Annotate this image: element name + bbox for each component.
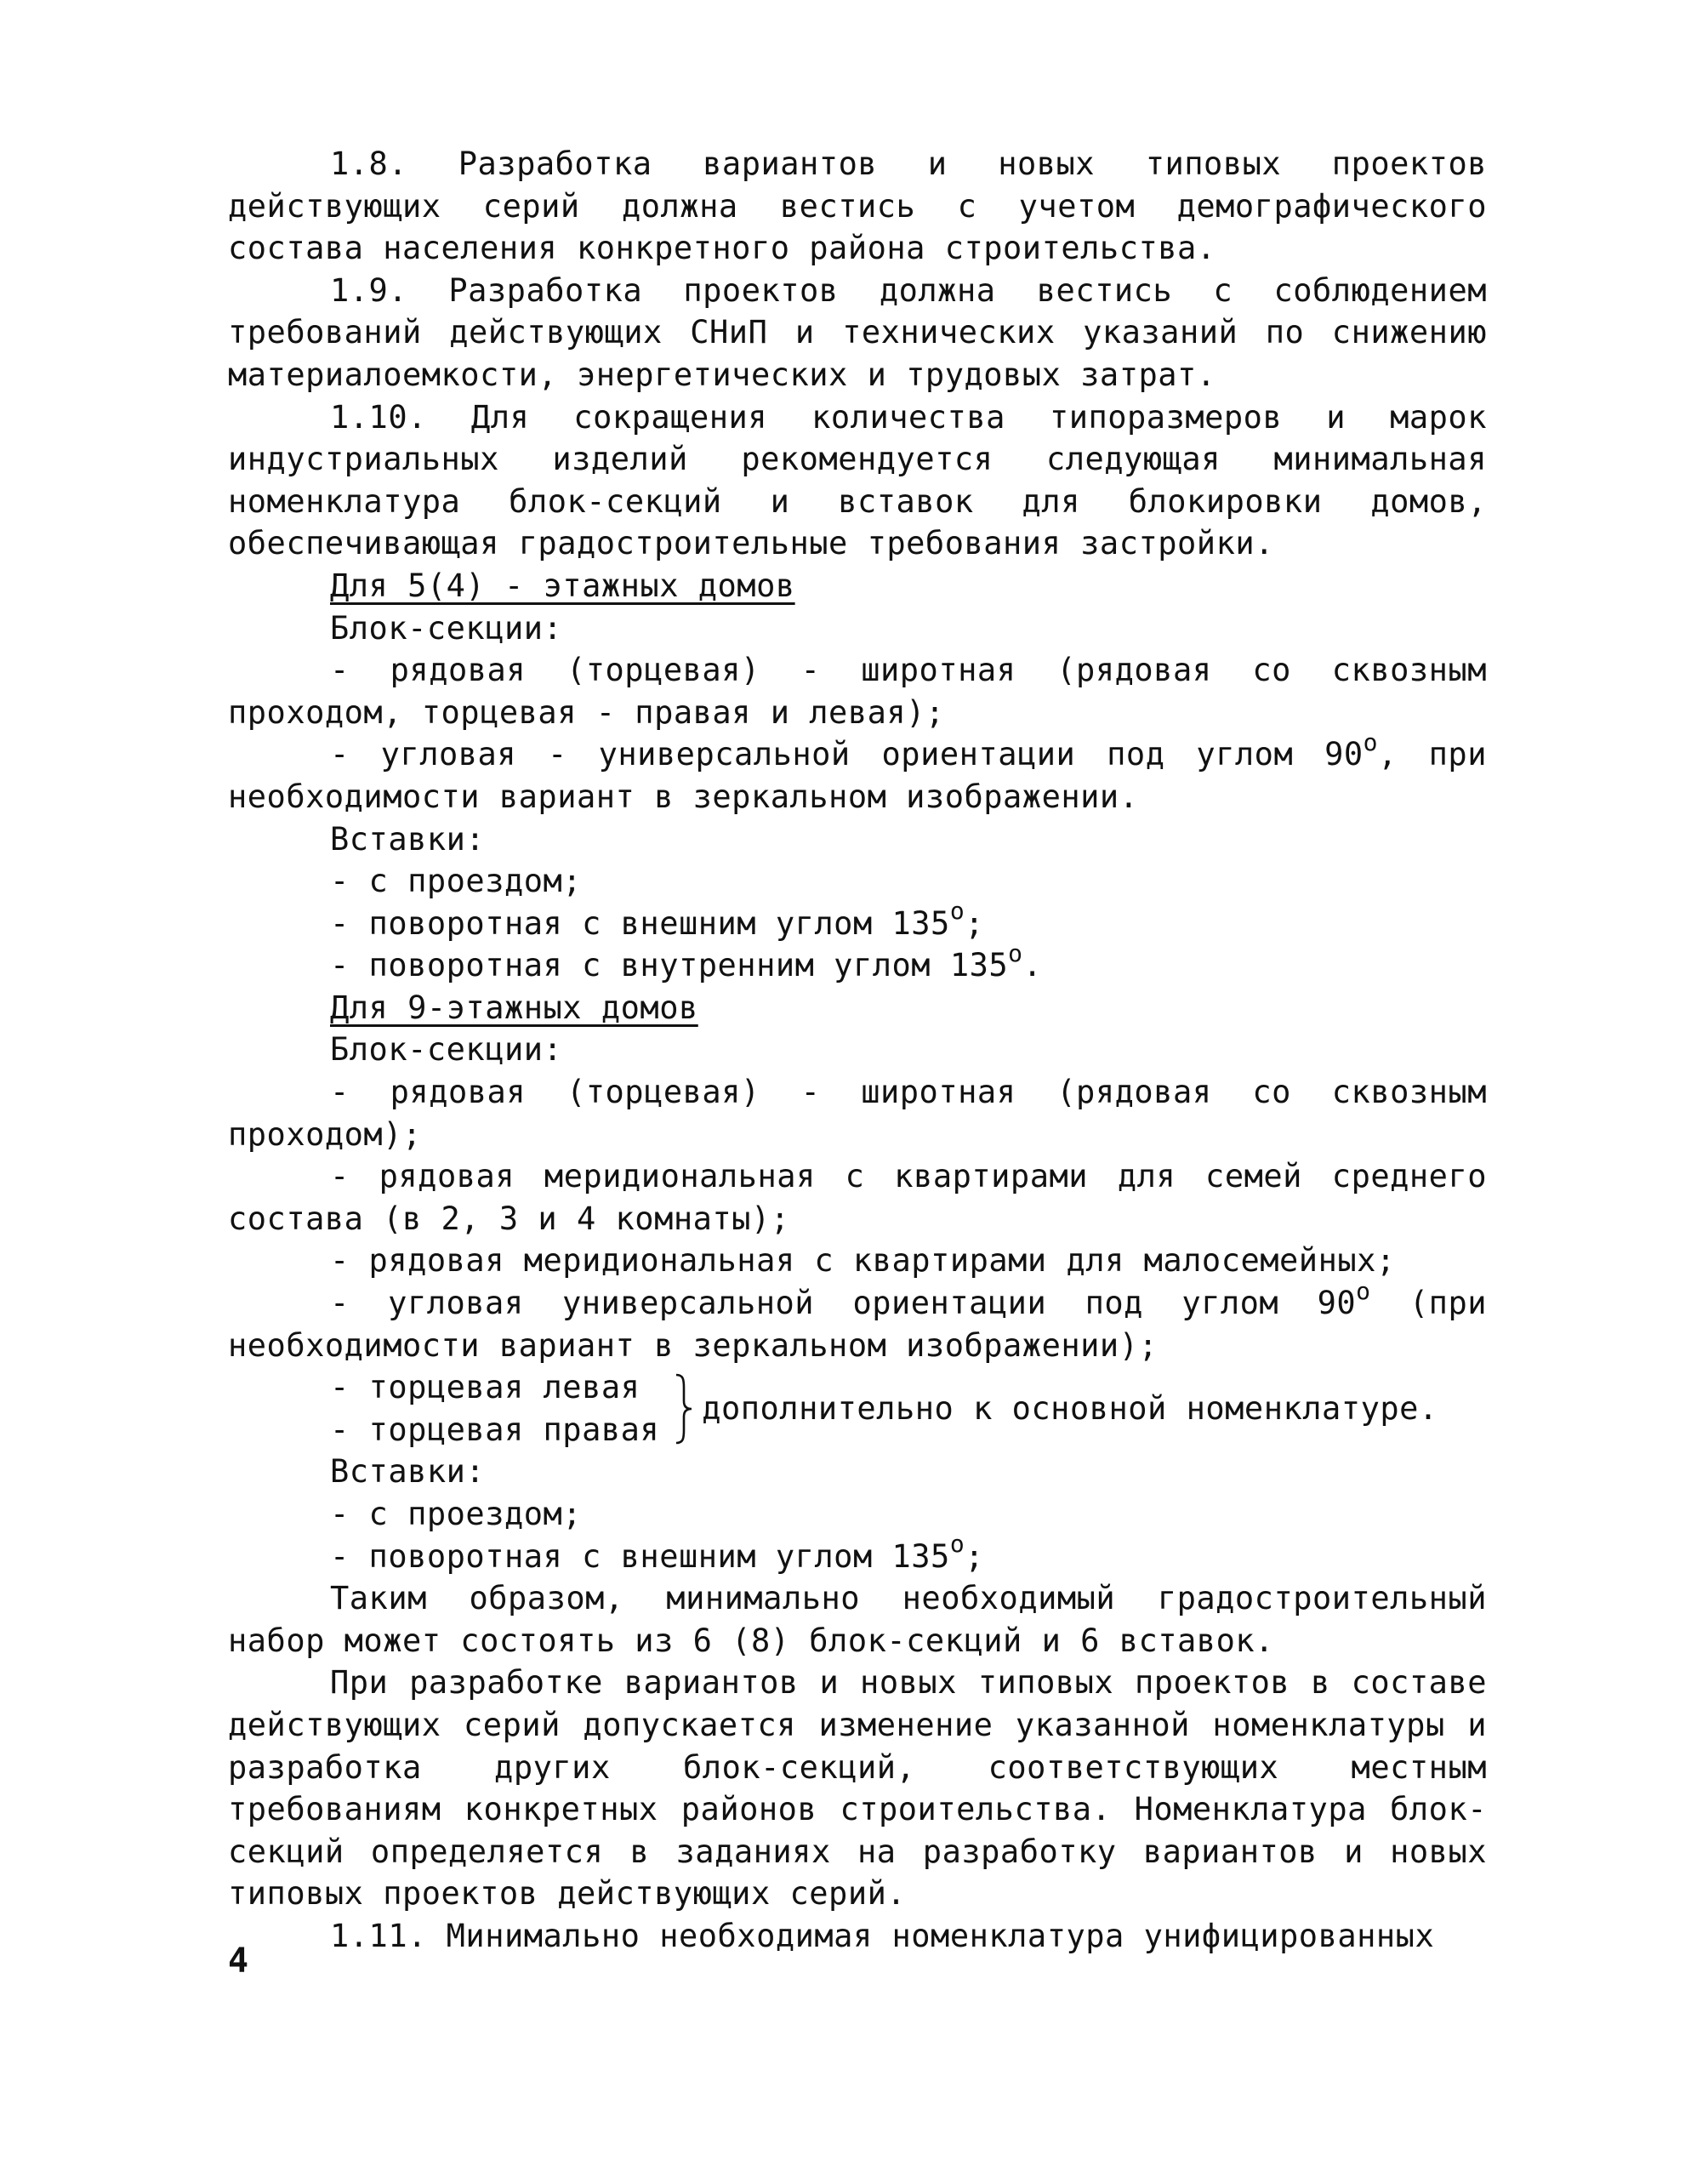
degree-mark: о <box>949 897 965 926</box>
list-item-5-insert-1: - с проездом; <box>330 863 583 900</box>
list-item-9-block-1: - рядовая (торцевая) - широтная (рядовая со сквозным проходом); <box>228 1074 1487 1153</box>
paragraph-1-9: 1.9. Разработка проектов должна вестись с соблюдением требований действующих СНиП и технических указаний по снижению материалоемкости, энергетических и трудовых затрат. <box>228 271 1487 393</box>
degree-mark: о <box>1008 938 1023 967</box>
brace-group <box>228 1366 1487 1451</box>
paragraph-1-10: 1.10. Для сокращения количества типоразмеров и марок индустриальных изделий рекомендуется следующая минимальная номенклатура блок-секций и вставок для блокировки домов, обеспечивающая градостроительные требования застройки. <box>228 398 1487 562</box>
degree-mark: о <box>1363 727 1379 756</box>
list-item-text: (при необходимости вариант в зеркальном изображении); <box>228 1285 1487 1364</box>
brace-note: дополнительно к основной номенклатуре. <box>702 1390 1438 1428</box>
brace-items <box>330 1366 659 1451</box>
document-page <box>228 143 1487 1958</box>
variation-paragraph: При разработке вариантов и новых типовых проектов в составе действующих серий допускается изменение указанной номенклатуры и разработка других блок-секций, соответствующих местным требованиям конкретных районов строительства. Номенклатура блок-секций определяется в заданиях на разработку вариантов и новых типовых проектов действующих серий. <box>228 1664 1487 1913</box>
degree-mark: о <box>949 1530 965 1559</box>
degree-mark: о <box>1356 1276 1371 1305</box>
paragraph-1-11: 1.11. Минимально необходимая номенклатура унифицированных <box>330 1917 1435 1954</box>
list-item-text: - угловая - универсальной ориентации под углом 90 <box>330 736 1364 773</box>
summary-paragraph: Таким образом, минимально необходимый градостроительный набор может состоять из 6 (8) блок-секций и 6 вставок. <box>228 1580 1487 1659</box>
block-sections-label-5: Блок-секции: <box>330 609 563 647</box>
inserts-label-9: Вставки: <box>330 1453 486 1491</box>
curly-brace-icon <box>675 1372 693 1445</box>
list-item-text: ; <box>965 904 984 942</box>
block-sections-label-9: Блок-секции: <box>330 1031 563 1069</box>
paragraph-1-8: 1.8. Разработка вариантов и новых типовых проектов действующих серий должна вестись с учетом демографического состава населения конкретного района строительства. <box>228 145 1487 267</box>
page-number: 4 <box>228 1941 249 1981</box>
section-heading-5-storey: Для 5(4) - этажных домов <box>330 567 795 604</box>
list-item-5-block-2 <box>228 727 1487 818</box>
list-item-9-block-4 <box>228 1276 1487 1366</box>
inserts-label-5: Вставки: <box>330 820 486 858</box>
list-item-text: - поворотная с внешним углом 135 <box>330 1537 950 1575</box>
list-item-5-insert-2 <box>228 897 1487 945</box>
list-item-text: , при необходимости вариант в зеркальном изображении. <box>228 736 1487 815</box>
list-item-9-insert-2 <box>228 1530 1487 1578</box>
list-item-text: - поворотная с внешним углом 135 <box>330 904 950 942</box>
list-item-end-right: - торцевая правая <box>330 1411 660 1448</box>
list-item-text: ; <box>965 1537 984 1575</box>
list-item-text: - угловая универсальной ориентации под углом 90 <box>330 1285 1357 1322</box>
list-item-text: . <box>1022 947 1043 984</box>
list-item-text: - поворотная с внутренним углом 135 <box>330 947 1009 984</box>
section-heading-9-storey: Для 9-этажных домов <box>330 989 698 1026</box>
list-item-9-block-2: - рядовая меридиональная с квартирами для семей среднего состава (в 2, 3 и 4 комнаты); <box>228 1158 1487 1237</box>
list-item-5-insert-3 <box>228 938 1487 987</box>
list-item-9-insert-1: - с проездом; <box>330 1496 583 1532</box>
list-item-9-block-3: - рядовая меридиональная с квартирами для малосемейных; <box>330 1242 1396 1280</box>
list-item-end-left: - торцевая левая <box>330 1369 640 1406</box>
list-item-5-block-1: - рядовая (торцевая) - широтная (рядовая со сквозным проходом, торцевая - правая и левая); <box>228 652 1487 731</box>
